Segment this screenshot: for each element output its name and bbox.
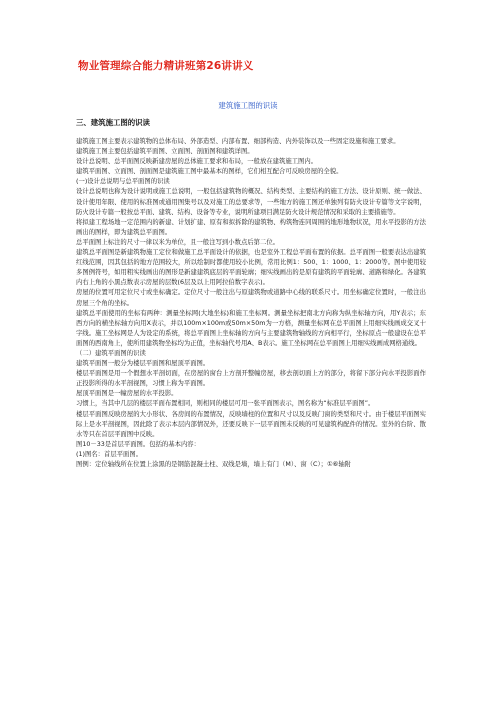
paragraph: 建筑平面图、立面图、剖面图是建筑施工图中最基本的图样，它们相互配合可反映房屋的全貌。 [76, 168, 343, 176]
section-heading: 三、建筑施工图的识读 [76, 118, 150, 127]
paragraph: 图10－33是首层平面图。包括的基本内容： [76, 440, 200, 448]
paragraph: 建筑施工图主要表示建筑物的总体布局、外部造型、内部布置、细部构造、内外装饰以及一些固定设施和施工要求。 [76, 138, 400, 145]
paragraph: 楼层平面图反映房屋的大小形状、各房间的布置情况，反映墙柱的位置和尺寸以及反映门窗的类型和尺寸。由于楼层平面图实际上是水平剖视图，因此除了表示本层内部情况外，还要反映下一层平面图未反映的可见建筑构配件的情况。室外的台阶、散水等只在首层平面图中反映。 [76, 410, 426, 438]
paragraph: 建筑施工图主要包括建筑平面图、立面图、剖面图和建筑详图。 [76, 148, 254, 156]
document-body [76, 137, 426, 470]
paragraph: 房屋的位置可用定位尺寸或坐标确定。定位尺寸一般注出与原建筑物或道路中心线的联系尺寸。用坐标确定位置时，一般注出房屋三个角的坐标。 [76, 289, 426, 307]
paragraph: (1)图名：首层平面图。 [76, 450, 143, 458]
subsection-heading: (一)设计总说明与总平面图的识读 [76, 178, 170, 186]
subsection-heading: （二）建筑平面图的识读 [76, 349, 146, 357]
paragraph: 习惯上，当其中几层的楼层平面布置相同，则相同的楼层可用一张平面图表示，图名称为“标准层平面图”。 [76, 400, 375, 408]
paragraph: 屋顶平面图是一幢房屋的水平投影。 [76, 390, 178, 398]
paragraph: 建筑总平面图是新建筑物施工定位和做施工总平面设计的依据，也是室外工程总平面布置的依据。总平面图一般要表达出建筑红线范围，因其包括的地方范围较大，所以绘制时都使用较小比例，常用比例1：500、1：1000、1：2000等。图中使用较多图例符号，如用粗实线画出的图形是新建建筑底层的平面轮廓；细实线画出的是原有建筑的平面轮廓、道路和绿化。各建筑内右上角的小黑点数表示房屋的层数(6层及以上用阿拉伯数字表示)。 [76, 249, 426, 287]
paragraph: 总平面图上标注的尺寸一律以米为单位，且一般注写到小数点后第二位。 [76, 238, 280, 246]
document-title: 物业管理综合能力精讲班第26讲讲义 [78, 60, 254, 72]
document-subtitle: 建筑施工图的识读 [218, 101, 278, 110]
paragraph: 设计总说明也称为设计说明或施工总说明，一般包括建筑物的概况、结构类型、主要结构的施工方法、设计原则、统一做法、设计使用年限、使用的标准图或通用图集号以及对施工的总要求等，一些地方的施工图还单独列有防火设计专篇等文字说明，防火设计专篇一般按总平面、建筑、结构、设备等专业，说明所建项目满足防火设计规范情况和采取的主要措施等。 [76, 188, 426, 216]
paragraph: 建筑平面图一般分为楼层平面图和屋顶平面图。 [76, 360, 210, 368]
paragraph: 楼层平面图是用一个假想水平剖切面，在房屋的窗台上方剖开整幢房屋，移去剖切面上方的部分，将留下部分向水平投影面作正投影所得的水平剖视图，习惯上称为平面图。 [76, 370, 426, 388]
paragraph: 设计总说明、总平面图反映新建房屋的总体施工要求和布局，一般放在建筑施工图内。 [76, 158, 318, 166]
paragraph: 将拟建工程场地一定范围内的新建、计划扩建、原有和拟拆除的建筑物、构筑物连同周围的地形地物状况，用水平投影的方法画出的图样，即为建筑总平面图。 [76, 218, 426, 236]
paragraph: 图例：定位轴线所在位置上涂黑的是钢筋混凝土柱、双线是墙，墙上有门（M）、窗（C）；①⑥轴附 [76, 461, 352, 468]
paragraph: 建筑总平面使用的坐标有两种：测量坐标网(大地坐标)和施工坐标网。测量坐标把南北方向称为纵坐标轴方向，用Y表示；东西方向的横坐标轴方向用X表示，并以100m×100m或50m×50m为一方格，测量坐标网在总平面图上用细实线画成交叉十字线。施工坐标网是人为设定的系统，将总平面图上坐标轴的方向与主要建筑物轴线的方向相平行，坐标原点一般建设在总平面图的西南角上，使所用建筑物坐标均为正值，坐标轴代号用A、B表示。施工坐标网在总平面图上用细实线画成网格通线。 [76, 309, 426, 347]
